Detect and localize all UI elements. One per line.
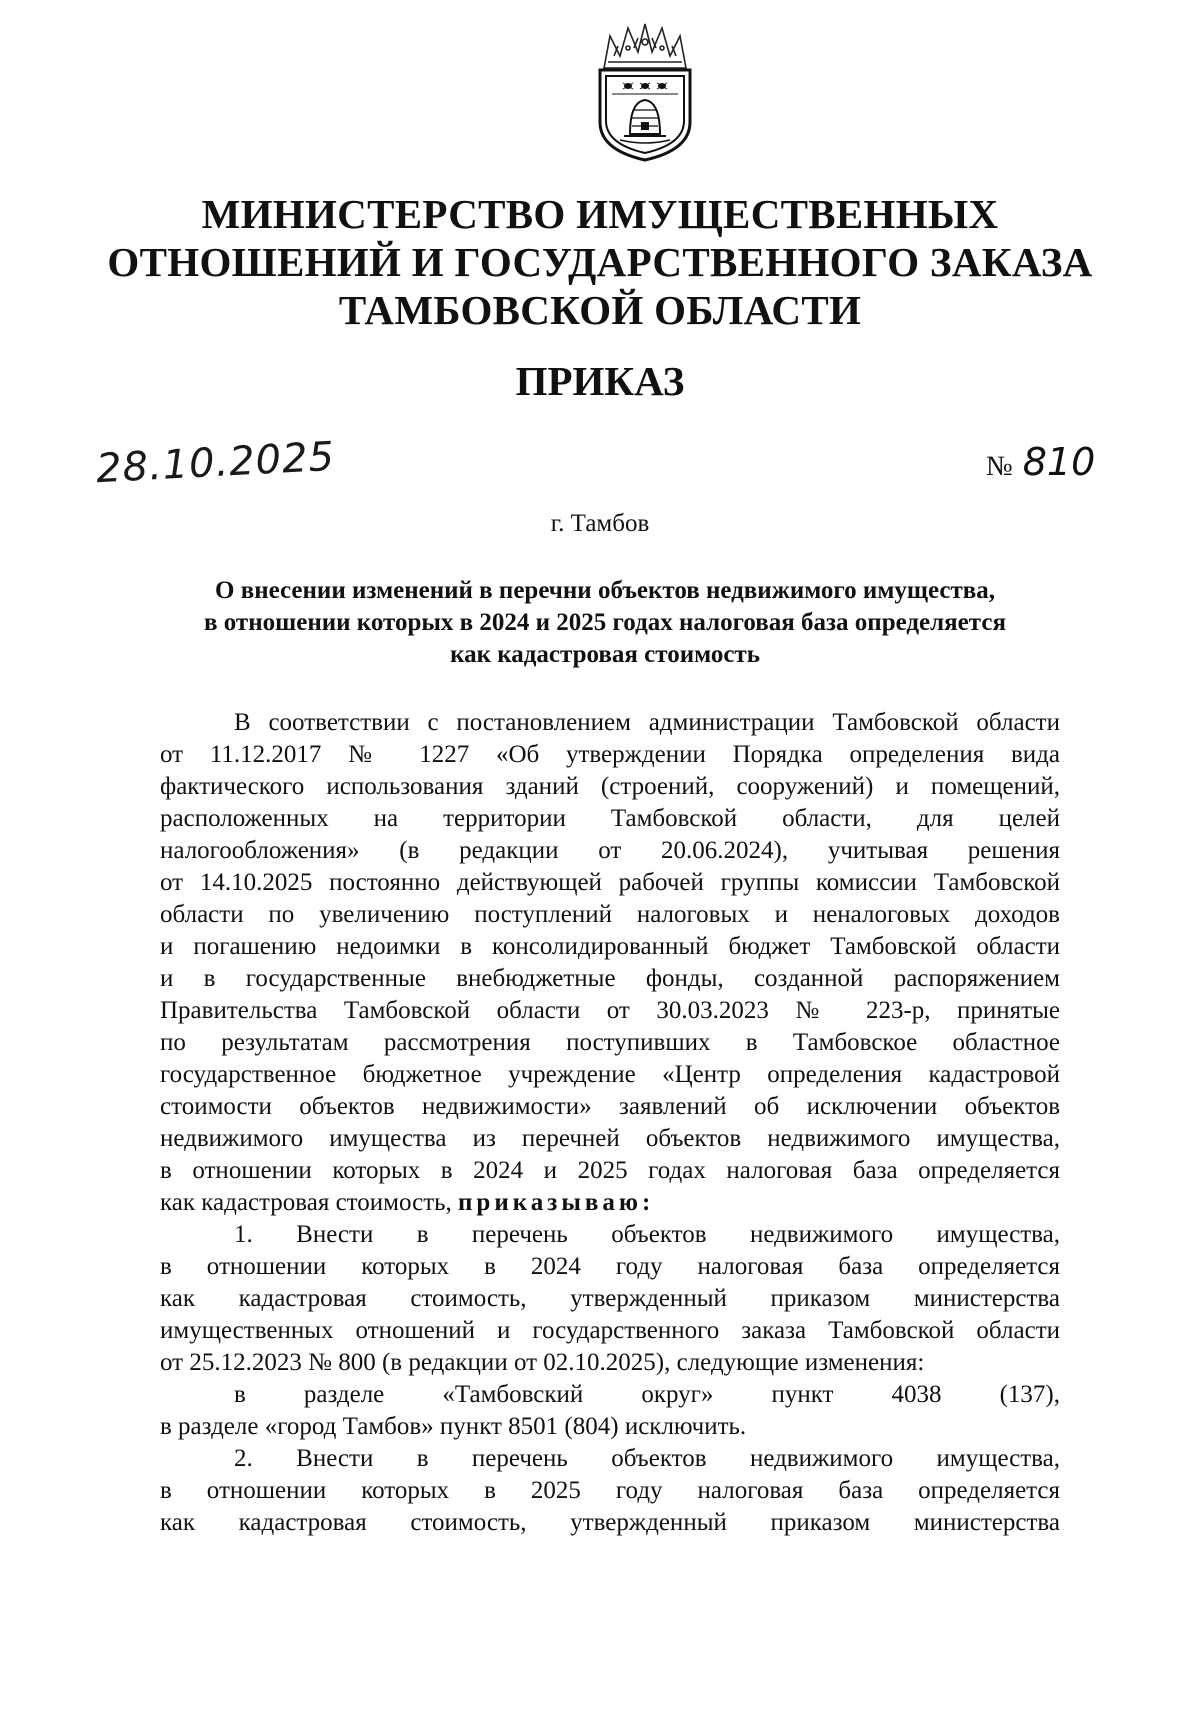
- item-1-change-final: в разделе «город Тамбов» пункт 8501 (804) исключить.: [160, 1413, 747, 1440]
- body-line-final: [160, 1187, 1060, 1219]
- order-subject: [150, 575, 1060, 671]
- subject-line-1: О внесении изменений в перечни объектов недвижимого имущества,: [215, 577, 995, 604]
- document-number: [986, 440, 1095, 484]
- body-line: в отношении которых в 2024 и 2025 годах налоговая база определяется: [160, 1157, 1060, 1184]
- item-2-line: в отношении которых в 2025 году налоговая база определяется: [160, 1477, 1060, 1504]
- item-1-line: в отношении которых в 2024 году налоговая база определяется: [160, 1253, 1060, 1280]
- number-sign: №: [986, 451, 1013, 482]
- item-1-line: как кадастровая стоимость, утвержденный приказом министерства: [160, 1285, 1060, 1312]
- item-1-line: 1. Внести в перечень объектов недвижимого имущества,: [234, 1221, 1060, 1248]
- body-line: Правительства Тамбовской области от 30.03.2023 № 223-р, принятые: [160, 997, 1060, 1024]
- city-label: г. Тамбов: [550, 510, 650, 537]
- order-body: [160, 707, 1060, 1539]
- body-line: расположенных на территории Тамбовской области, для целей: [160, 805, 1060, 832]
- subject-line-2: в отношении которых в 2024 и 2025 годах налоговая база определяется: [204, 609, 1006, 636]
- ministry-name: [100, 190, 1100, 334]
- ministry-line-2: ОТНОШЕНИЙ И ГОСУДАРСТВЕННОГО ЗАКАЗА: [107, 239, 1093, 285]
- order-word: приказываю:: [458, 1189, 655, 1216]
- handwritten-number: 810: [1022, 440, 1096, 484]
- ministry-line-1: МИНИСТЕРСТВО ИМУЩЕСТВЕННЫХ: [201, 191, 999, 237]
- body-line: государственное бюджетное учреждение «Центр определения кадастровой: [160, 1061, 1060, 1088]
- body-line: области по увеличению поступлений налоговых и неналоговых доходов: [160, 901, 1060, 928]
- tambov-coat-of-arms-icon: [590, 22, 700, 162]
- body-line: В соответствии с постановлением администрации Тамбовской области: [234, 709, 1060, 736]
- ministry-line-3: ТАМБОВСКОЙ ОБЛАСТИ: [338, 287, 862, 333]
- body-line: по результатам рассмотрения поступивших в Тамбовское областное: [160, 1029, 1060, 1056]
- body-line: от 14.10.2025 постоянно действующей рабочей группы комиссии Тамбовской: [160, 869, 1060, 896]
- body-line: от 11.12.2017 № 1227 «Об утверждении Порядка определения вида: [160, 741, 1060, 768]
- body-line: и погашению недоимки в консолидированный бюджет Тамбовской области: [160, 933, 1060, 960]
- item-1-change: в разделе «Тамбовский округ» пункт 4038 (137),: [234, 1381, 1060, 1408]
- document-type-title: ПРИКАЗ: [515, 358, 685, 404]
- body-line: и в государственные внебюджетные фонды, созданной распоряжением: [160, 965, 1060, 992]
- body-line: недвижимого имущества из перечней объектов недвижимого имущества,: [160, 1125, 1060, 1152]
- body-line-final-text: как кадастровая стоимость,: [160, 1189, 459, 1216]
- item-1-line-final: от 25.12.2023 № 800 (в редакции от 02.10.2025), следующие изменения:: [160, 1349, 925, 1376]
- body-line: фактического использования зданий (строений, сооружений) и помещений,: [160, 773, 1060, 800]
- item-2-line: 2. Внести в перечень объектов недвижимого имущества,: [234, 1445, 1060, 1472]
- subject-line-3: как кадастровая стоимость: [450, 641, 760, 668]
- item-1-line: имущественных отношений и государственного заказа Тамбовской области: [160, 1317, 1060, 1344]
- body-line: стоимости объектов недвижимости» заявлений об исключении объектов: [160, 1093, 1060, 1120]
- handwritten-date: 28.10.2025: [94, 433, 337, 493]
- body-line: налогообложения» (в редакции от 20.06.2024), учитывая решения: [160, 837, 1060, 864]
- item-2-line: как кадастровая стоимость, утвержденный приказом министерства: [160, 1509, 1060, 1536]
